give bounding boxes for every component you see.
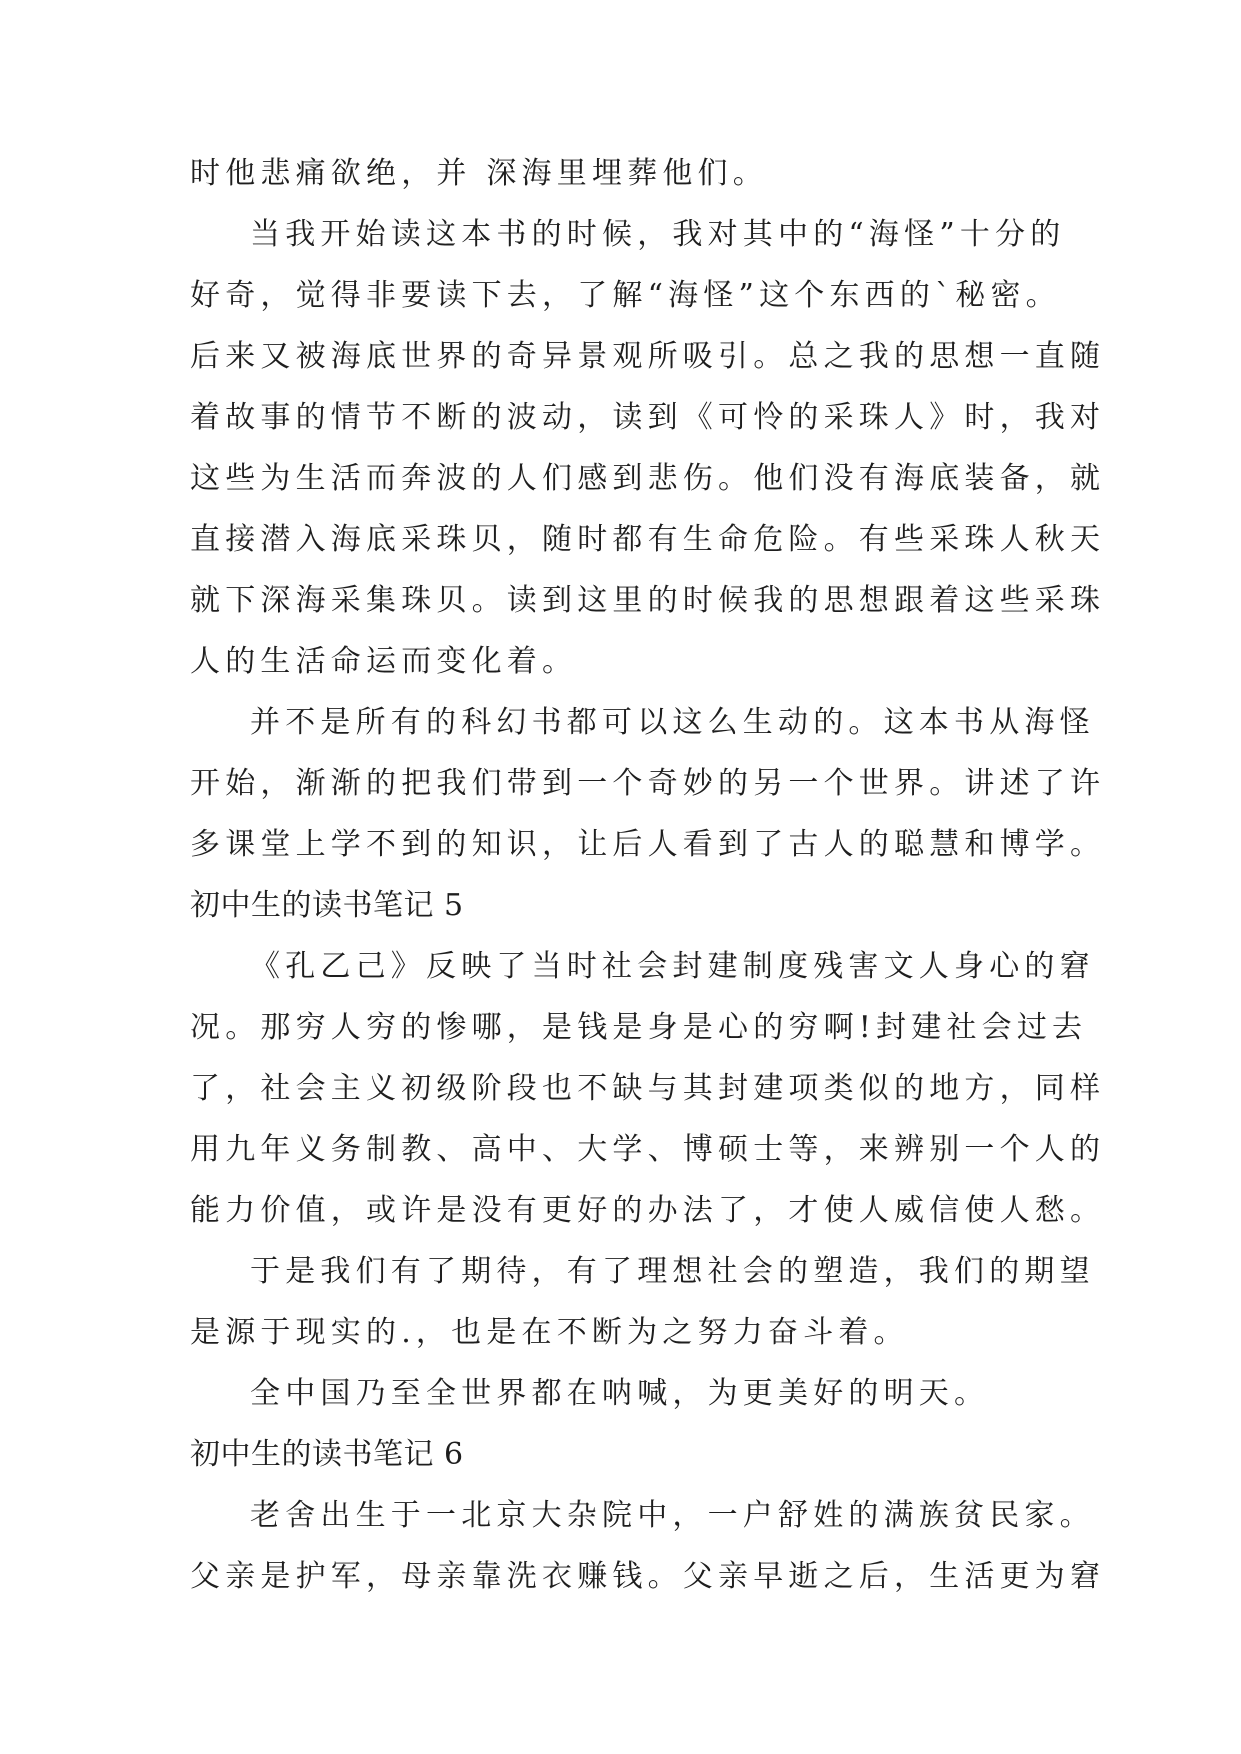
text-line: 好奇，觉得非要读下去，了解“海怪”这个东西的`秘密。	[190, 278, 1061, 313]
paragraph-first-line: 《孔乙己》反映了当时社会封建制度残害文人身心的窘	[250, 949, 1095, 984]
text-line: 这些为生活而奔波的人们感到悲伤。他们没有海底装备，就	[190, 461, 1106, 496]
text-line: 是源于现实的.，也是在不断为之努力奋斗着。	[190, 1315, 909, 1350]
text-line: 后来又被海底世界的奇异景观所吸引。总之我的思想一直随	[190, 339, 1106, 374]
text-line: 就下深海采集珠贝。读到这里的时候我的思想跟着这些采珠	[190, 583, 1106, 618]
text-line: 用九年义务制教、高中、大学、博硕士等，来辨别一个人的	[190, 1132, 1106, 1167]
text-line: 直接潜入海底采珠贝，随时都有生命危险。有些采珠人秋天	[190, 522, 1106, 557]
text-line: 了，社会主义初级阶段也不缺与其封建项类似的地方，同样	[190, 1071, 1106, 1106]
text-line: 多课堂上学不到的知识，让后人看到了古人的聪慧和博学。	[190, 827, 1106, 862]
text-line: 人的生活命运而变化着。	[190, 644, 578, 679]
paragraph-first-line: 当我开始读这本书的时候，我对其中的“海怪”十分的	[250, 217, 1066, 252]
text-line: 父亲是护军，母亲靠洗衣赚钱。父亲早逝之后，生活更为窘	[190, 1559, 1106, 1594]
paragraph-first-line: 并不是所有的科幻书都可以这么生动的。这本书从海怪	[250, 705, 1095, 740]
paragraph-first-line: 老舍出生于一北京大杂院中，一户舒姓的满族贫民家。	[250, 1498, 1095, 1533]
text-line: 时他悲痛欲绝，并 深海里埋葬他们。	[190, 156, 768, 191]
section-heading: 初中生的读书笔记 6	[190, 1437, 464, 1472]
paragraph-first-line: 全中国乃至全世界都在呐喊，为更美好的明天。	[250, 1376, 990, 1411]
paragraph-first-line: 于是我们有了期待，有了理想社会的塑造，我们的期望	[250, 1254, 1095, 1289]
text-line: 能力价值，或许是没有更好的办法了，才使人威信使人愁。	[190, 1193, 1106, 1228]
text-line: 开始，渐渐的把我们带到一个奇妙的另一个世界。讲述了许	[190, 766, 1106, 801]
text-line: 况。那穷人穷的惨哪，是钱是身是心的穷啊!封建社会过去	[190, 1010, 1088, 1045]
section-heading: 初中生的读书笔记 5	[190, 888, 464, 923]
text-line: 着故事的情节不断的波动，读到《可怜的采珠人》时，我对	[190, 400, 1106, 435]
